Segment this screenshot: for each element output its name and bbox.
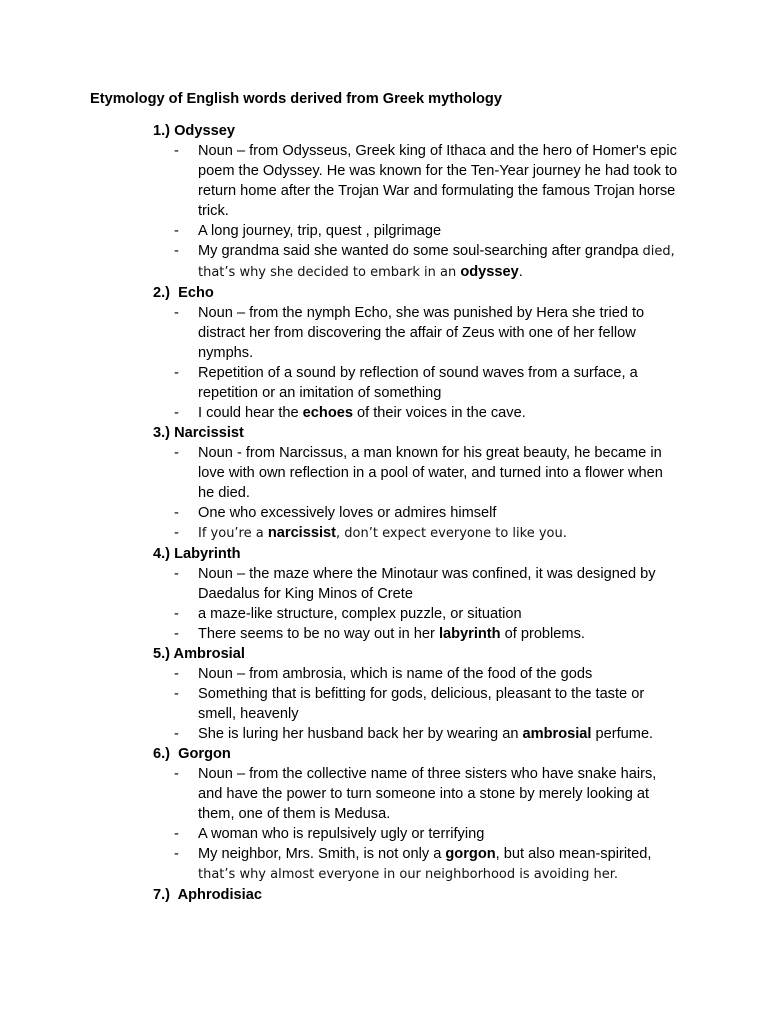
text-run: , don’t expect everyone to like you. [336, 526, 567, 541]
bullet-item [153, 844, 678, 885]
text-run: . [518, 264, 523, 280]
entry-heading: 2.) Echo [153, 285, 214, 301]
text-run: of their voices in the cave. [352, 405, 526, 421]
dash-bullet-marker: - [174, 305, 179, 321]
text-run: Noun – the maze where the Minotaur was confined, it was designed by Daedalus for King Minos of Crete [198, 566, 656, 602]
bullet-text [198, 624, 678, 644]
text-run: If you’re a [198, 526, 268, 541]
bullet-text [198, 844, 678, 885]
bullet-item [153, 604, 678, 624]
bullet-text [198, 564, 678, 604]
bullet-item [153, 303, 678, 363]
entry-3 [153, 423, 713, 544]
bullet-text [198, 303, 678, 363]
entry-heading: 7.) Aphrodisiac [153, 887, 262, 903]
bullet-text [198, 503, 678, 523]
dash-bullet-marker: - [174, 686, 179, 702]
bullet-item [153, 221, 678, 241]
text-run: A long journey, trip, quest , pilgrimage [198, 223, 442, 239]
dash-bullet-marker: - [174, 525, 179, 541]
bold-term: echoes [302, 405, 353, 421]
entry-7 [153, 885, 713, 905]
bullet-item [153, 363, 678, 403]
text-run: died, that’s why she decided to embark in an [198, 244, 675, 280]
bullet-item [153, 523, 678, 544]
bullet-text [198, 664, 678, 684]
dash-bullet-marker: - [174, 365, 179, 381]
text-run: of problems. [500, 626, 585, 642]
text-run: My grandma said she wanted do some soul-searching after grandpa [198, 243, 643, 259]
entry-6 [153, 744, 713, 885]
text-run: One who excessively loves or admires himself [198, 505, 497, 521]
text-run: Something that is befitting for gods, delicious, pleasant to the taste or smell, heavenly [198, 686, 645, 722]
text-run: She is luring her husband back her by wearing an [198, 726, 523, 742]
dash-bullet-marker: - [174, 505, 179, 521]
bullet-item [153, 684, 678, 724]
document-title: Etymology of English words derived from Greek mythology [90, 91, 502, 107]
bullet-text [198, 403, 678, 423]
entry-heading: 3.) Narcissist [153, 425, 244, 441]
text-run: Repetition of a sound by reflection of sound waves from a surface, a repetition or an imitation of something [198, 365, 638, 401]
bullet-item [153, 564, 678, 604]
bullet-text [198, 523, 678, 544]
dash-bullet-marker: - [174, 626, 179, 642]
bullet-text [198, 221, 678, 241]
dash-bullet-marker: - [174, 445, 179, 461]
text-run: Noun – from the nymph Echo, she was punished by Hera she tried to distract her from discovering the affair of Zeus with one of her fellow nymphs. [198, 305, 645, 361]
text-run: Noun – from ambrosia, which is name of the food of the gods [198, 666, 593, 682]
text-run: perfume. [591, 726, 654, 742]
dash-bullet-marker: - [174, 143, 179, 159]
text-run: I could hear the [198, 405, 303, 421]
entry-4 [153, 544, 713, 644]
dash-bullet-marker: - [174, 846, 179, 862]
bold-term: gorgon [445, 846, 496, 862]
bullet-text [198, 824, 678, 844]
bullet-item [153, 141, 678, 221]
entry-5 [153, 644, 713, 744]
bullet-text [198, 241, 678, 283]
text-run: Noun – from Odysseus, Greek king of Ithaca and the hero of Homer's epic poem the Odyssey. He was known for the Ten-Year journey he had took to return home after the Trojan War and formulating the famous Trojan horse trick. [198, 143, 678, 219]
entry-2 [153, 283, 713, 423]
bullet-item [153, 241, 678, 283]
bullet-item [153, 764, 678, 824]
dash-bullet-marker: - [174, 766, 179, 782]
text-run: Noun - from Narcissus, a man known for his great beauty, he became in love with own reflection in a pool of water, and turned into a flower when he died. [198, 445, 663, 501]
text-run: My neighbor, Mrs. Smith, is not only a [198, 846, 446, 862]
entry-heading: 6.) Gorgon [153, 746, 231, 762]
bullet-text [198, 764, 678, 824]
bullet-text [198, 443, 678, 503]
bold-term: ambrosial [522, 726, 592, 742]
bullet-item [153, 724, 678, 744]
bullet-item [153, 824, 678, 844]
bold-term: labyrinth [438, 626, 501, 642]
bullet-item [153, 503, 678, 523]
dash-bullet-marker: - [174, 243, 179, 259]
bullet-text [198, 724, 678, 744]
entry-heading: 4.) Labyrinth [153, 546, 241, 562]
dash-bullet-marker: - [174, 826, 179, 842]
bullet-item [153, 624, 678, 644]
text-run: Noun – from the collective name of three sisters who have snake hairs, and have the power to turn someone into a stone by merely looking at them, one of them is Medusa. [198, 766, 657, 822]
bullet-text [198, 604, 678, 624]
dash-bullet-marker: - [174, 223, 179, 239]
bullet-item [153, 664, 678, 684]
bullet-text [198, 684, 678, 724]
text-run: There seems to be no way out in her [198, 626, 439, 642]
text-run: , but also mean-spirited, [495, 846, 652, 862]
text-run: A woman who is repulsively ugly or terrifying [198, 826, 485, 842]
text-run: a maze-like structure, complex puzzle, or situation [198, 606, 522, 622]
dash-bullet-marker: - [174, 726, 179, 742]
dash-bullet-marker: - [174, 666, 179, 682]
bullet-item [153, 443, 678, 503]
entry-1 [153, 121, 713, 283]
bullet-text [198, 141, 678, 221]
text-run: that’s why almost everyone in our neighborhood is avoiding her. [198, 867, 618, 882]
bullet-text [198, 363, 678, 403]
dash-bullet-marker: - [174, 405, 179, 421]
dash-bullet-marker: - [174, 606, 179, 622]
entry-heading: 1.) Odyssey [153, 123, 235, 139]
entry-heading: 5.) Ambrosial [153, 646, 245, 662]
bullet-item [153, 403, 678, 423]
dash-bullet-marker: - [174, 566, 179, 582]
bold-term: narcissist [267, 525, 337, 541]
bold-term: odyssey [460, 264, 519, 280]
entry-list [153, 121, 713, 905]
